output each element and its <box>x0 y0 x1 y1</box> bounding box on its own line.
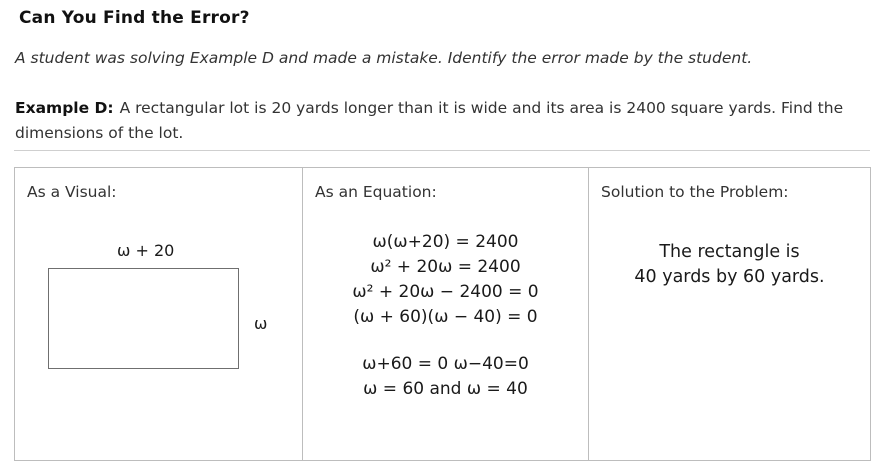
equation-line: ω(ω+20) = 2400 <box>372 232 519 252</box>
solution-line: 40 yards by 60 yards. <box>634 267 825 287</box>
equation-header: As an Equation: <box>315 183 437 201</box>
visual-header: As a Visual: <box>27 183 117 201</box>
equation-line: ω² + 20ω − 2400 = 0 <box>352 282 539 302</box>
equation-column <box>302 168 588 460</box>
equation-line: (ω + 60)(ω − 40) = 0 <box>353 307 538 327</box>
equation-line: ω² + 20ω = 2400 <box>370 257 521 277</box>
rectangle-diagram <box>48 268 239 369</box>
page-title: Can You Find the Error? <box>19 8 250 28</box>
divider <box>14 150 870 151</box>
work-table <box>14 167 871 461</box>
solution-answer <box>589 240 870 290</box>
solution-line: The rectangle is <box>659 242 800 262</box>
factor-line: ω+60 = 0 ω−40=0 <box>362 354 529 374</box>
rectangle-length-label: ω + 20 <box>117 241 175 260</box>
example-problem <box>15 96 875 146</box>
equation-work <box>303 230 588 402</box>
rectangle-width-label: ω <box>254 314 268 333</box>
example-label: Example D: <box>15 99 114 117</box>
solution-column <box>588 168 870 460</box>
visual-column <box>15 168 302 460</box>
solution-header: Solution to the Problem: <box>601 183 789 201</box>
example-text: A rectangular lot is 20 yards longer than it is wide and its area is 2400 square yards. Find the dimensions of the lot. <box>15 99 844 142</box>
factor-line: ω = 60 and ω = 40 <box>363 379 528 399</box>
instructions-text: A student was solving Example D and made a mistake. Identify the error made by the student. <box>15 49 753 67</box>
